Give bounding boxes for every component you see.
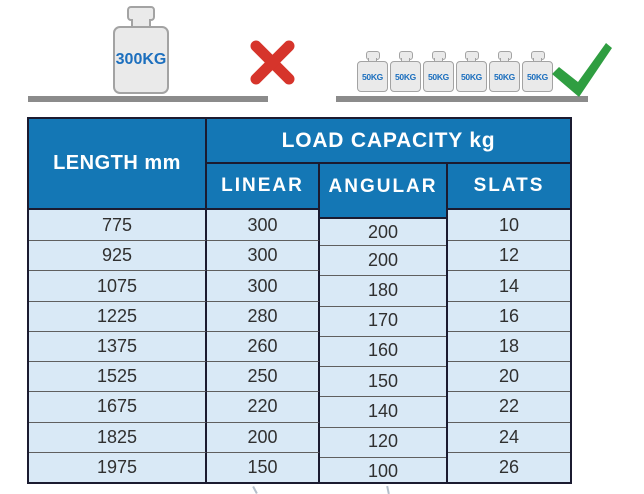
cell-length: 925 bbox=[29, 240, 207, 270]
weight-50kg bbox=[423, 51, 454, 92]
cell-length: 1825 bbox=[29, 422, 207, 452]
weight-50kg-label: 50KG bbox=[460, 71, 482, 82]
cell-length: 1075 bbox=[29, 270, 207, 300]
cell-slats: 14 bbox=[448, 270, 570, 300]
weights-50kg-group bbox=[357, 51, 553, 92]
header-length-mm: LENGTH mm bbox=[29, 119, 207, 210]
weight-50kg-label: 50KG bbox=[361, 71, 383, 82]
cell-linear: 260 bbox=[207, 331, 320, 361]
weight-body bbox=[456, 61, 487, 92]
cell-slats: 20 bbox=[448, 361, 570, 391]
weight-body bbox=[390, 61, 421, 92]
cell-angular: 160 bbox=[320, 331, 448, 361]
cell-slats: 10 bbox=[498, 214, 520, 235]
cell-length: 1675 bbox=[29, 391, 207, 421]
cell-slats: 16 bbox=[448, 301, 570, 331]
cell-angular: 150 bbox=[320, 361, 448, 391]
weight-50kg bbox=[390, 51, 421, 92]
weight-body bbox=[113, 26, 169, 94]
weight-body bbox=[522, 61, 553, 92]
load-capacity-table bbox=[27, 117, 572, 484]
cell-linear: 200 bbox=[207, 422, 320, 452]
cell-linear: 280 bbox=[207, 301, 320, 331]
cell-slats: 12 bbox=[448, 240, 570, 270]
header-load-capacity: LOAD CAPACITY kg bbox=[207, 119, 570, 164]
cell-slats: 22 bbox=[448, 391, 570, 421]
weight-50kg-label: 50KG bbox=[493, 71, 515, 82]
weight-300kg bbox=[113, 6, 169, 94]
weight-50kg-label: 50KG bbox=[394, 71, 416, 82]
weight-50kg bbox=[522, 51, 553, 92]
cell-slats: 26 bbox=[448, 452, 570, 482]
cross-icon bbox=[246, 36, 299, 89]
weight-body bbox=[489, 61, 520, 92]
cell-slats: 24 bbox=[448, 422, 570, 452]
weight-body bbox=[357, 61, 388, 92]
cell-linear: 300 bbox=[207, 270, 320, 300]
cell-length: 1225 bbox=[29, 301, 207, 331]
cell-angular: 100 bbox=[320, 452, 448, 482]
cell-linear: 300 bbox=[207, 210, 320, 240]
cell-linear: 150 bbox=[207, 452, 320, 482]
header-linear: LINEAR bbox=[207, 164, 320, 210]
cell-linear: 250 bbox=[207, 361, 320, 391]
header-angular: ANGULAR bbox=[320, 164, 448, 210]
weight-300kg-label: 300KG bbox=[115, 51, 167, 68]
cell-length: 1375 bbox=[29, 331, 207, 361]
cell-angular: 170 bbox=[320, 301, 448, 331]
weight-50kg-label: 50KG bbox=[526, 71, 548, 82]
weight-50kg bbox=[357, 51, 388, 92]
cell-length: 1525 bbox=[29, 361, 207, 391]
cropped-text-artifact bbox=[252, 486, 258, 494]
weight-50kg-label: 50KG bbox=[427, 71, 449, 82]
cell-angular: 120 bbox=[320, 422, 448, 452]
cell-linear: 220 bbox=[207, 391, 320, 421]
cropped-text-artifact bbox=[386, 486, 390, 494]
header-slats: SLATS bbox=[448, 164, 570, 210]
cell-slats: 18 bbox=[448, 331, 570, 361]
check-icon bbox=[551, 42, 613, 98]
cell-angular: 200 bbox=[320, 240, 448, 270]
cell-length: 1975 bbox=[29, 452, 207, 482]
cell-linear: 300 bbox=[207, 240, 320, 270]
shelf-left bbox=[28, 96, 268, 102]
cell-angular: 140 bbox=[320, 391, 448, 421]
weight-50kg bbox=[489, 51, 520, 92]
cell-length: 775 bbox=[29, 210, 207, 240]
weight-50kg bbox=[456, 51, 487, 92]
weight-body bbox=[423, 61, 454, 92]
cell-angular: 180 bbox=[320, 270, 448, 300]
cell-angular: 200 bbox=[320, 210, 448, 240]
